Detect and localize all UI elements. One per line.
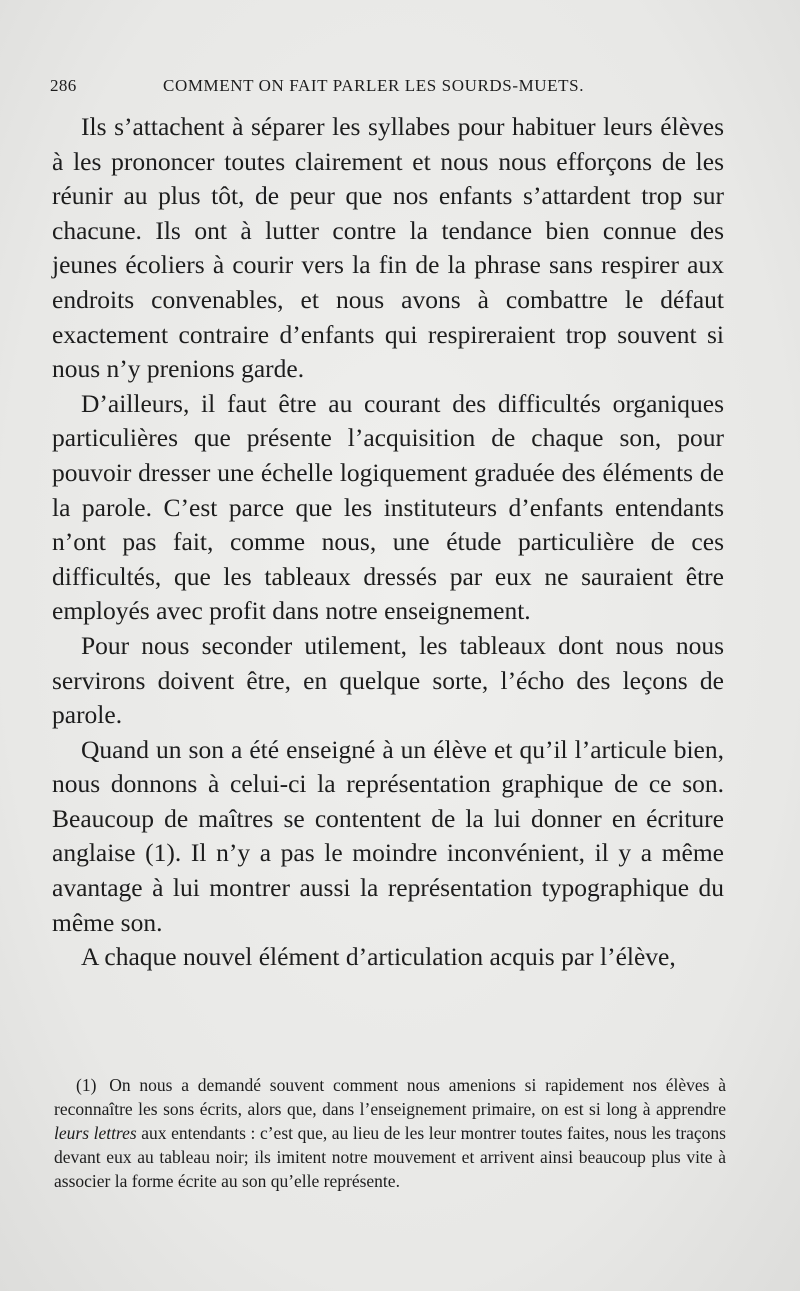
- footnote-text-end: aux entendants : c’est que, au lieu de les leur montrer toutes faites, nous les traçons devant eux au tableau noir; ils imitent notre mouvement et arrivent ainsi beaucoup plus vite à associer la forme écrite au son qu’elle représente.: [54, 1123, 726, 1191]
- paragraph: A chaque nouvel élément d’articulation acquis par l’élève,: [81, 942, 676, 972]
- paragraph: Pour nous seconder utilement, les tableaux dont nous nous servirons doivent être, en quelque sorte, l’écho des leçons de parole.: [52, 630, 724, 730]
- footnote-italic-text: leurs lettres: [54, 1123, 137, 1143]
- paragraph: Quand un son a été enseigné à un élève et qu’il l’articule bien, nous donnons à celui-ci la représentation graphique de ce son. Beaucoup de maîtres se contentent de la lui donner en écriture anglaise (1). Il n’y a pas le moindre inconvénient, il y a même avantage à lui montrer aussi la représentation typographique du même son.: [52, 734, 724, 937]
- footnote-text-start: On nous a demandé souvent comment nous amenions si rapidement nos élèves à reconnaître les sons écrits, alors que, dans l’enseignement primaire, on est si long à apprendre: [54, 1075, 726, 1119]
- paragraph: D’ailleurs, il faut être au courant des difficultés organiques particulières que présente l’acquisition de chaque son, pour pouvoir dresser une échelle logiquement graduée des éléments de la parole. C’est parce que les instituteurs d’enfants entendants n’ont pas fait, comme nous, une étude particulière de ces difficultés, que les tableaux dressés par eux ne sauraient être employés avec profit dans notre enseignement.: [52, 388, 724, 626]
- running-title: COMMENT ON FAIT PARLER LES SOURDS-MUETS.: [163, 76, 585, 95]
- footnote-marker: (1): [76, 1075, 97, 1095]
- footnote: [54, 1073, 726, 1193]
- paragraph: Ils s’attachent à séparer les syllabes pour habituer leurs élèves à les prononcer toutes clairement et nous nous efforçons de les réunir au plus tôt, de peur que nos enfants s’attardent trop sur chacune. Ils ont à lutter contre la tendance bien connue des jeunes écoliers à courir vers la fin de la phrase sans respirer aux endroits convenables, et nous avons à combattre le défaut exactement contraire d’enfants qui respireraient trop souvent si nous n’y prenions garde.: [52, 112, 724, 384]
- footnote-paragraph: [54, 1073, 726, 1193]
- page-header: [50, 76, 750, 100]
- main-text: [52, 110, 724, 975]
- page-number: 286: [50, 76, 77, 95]
